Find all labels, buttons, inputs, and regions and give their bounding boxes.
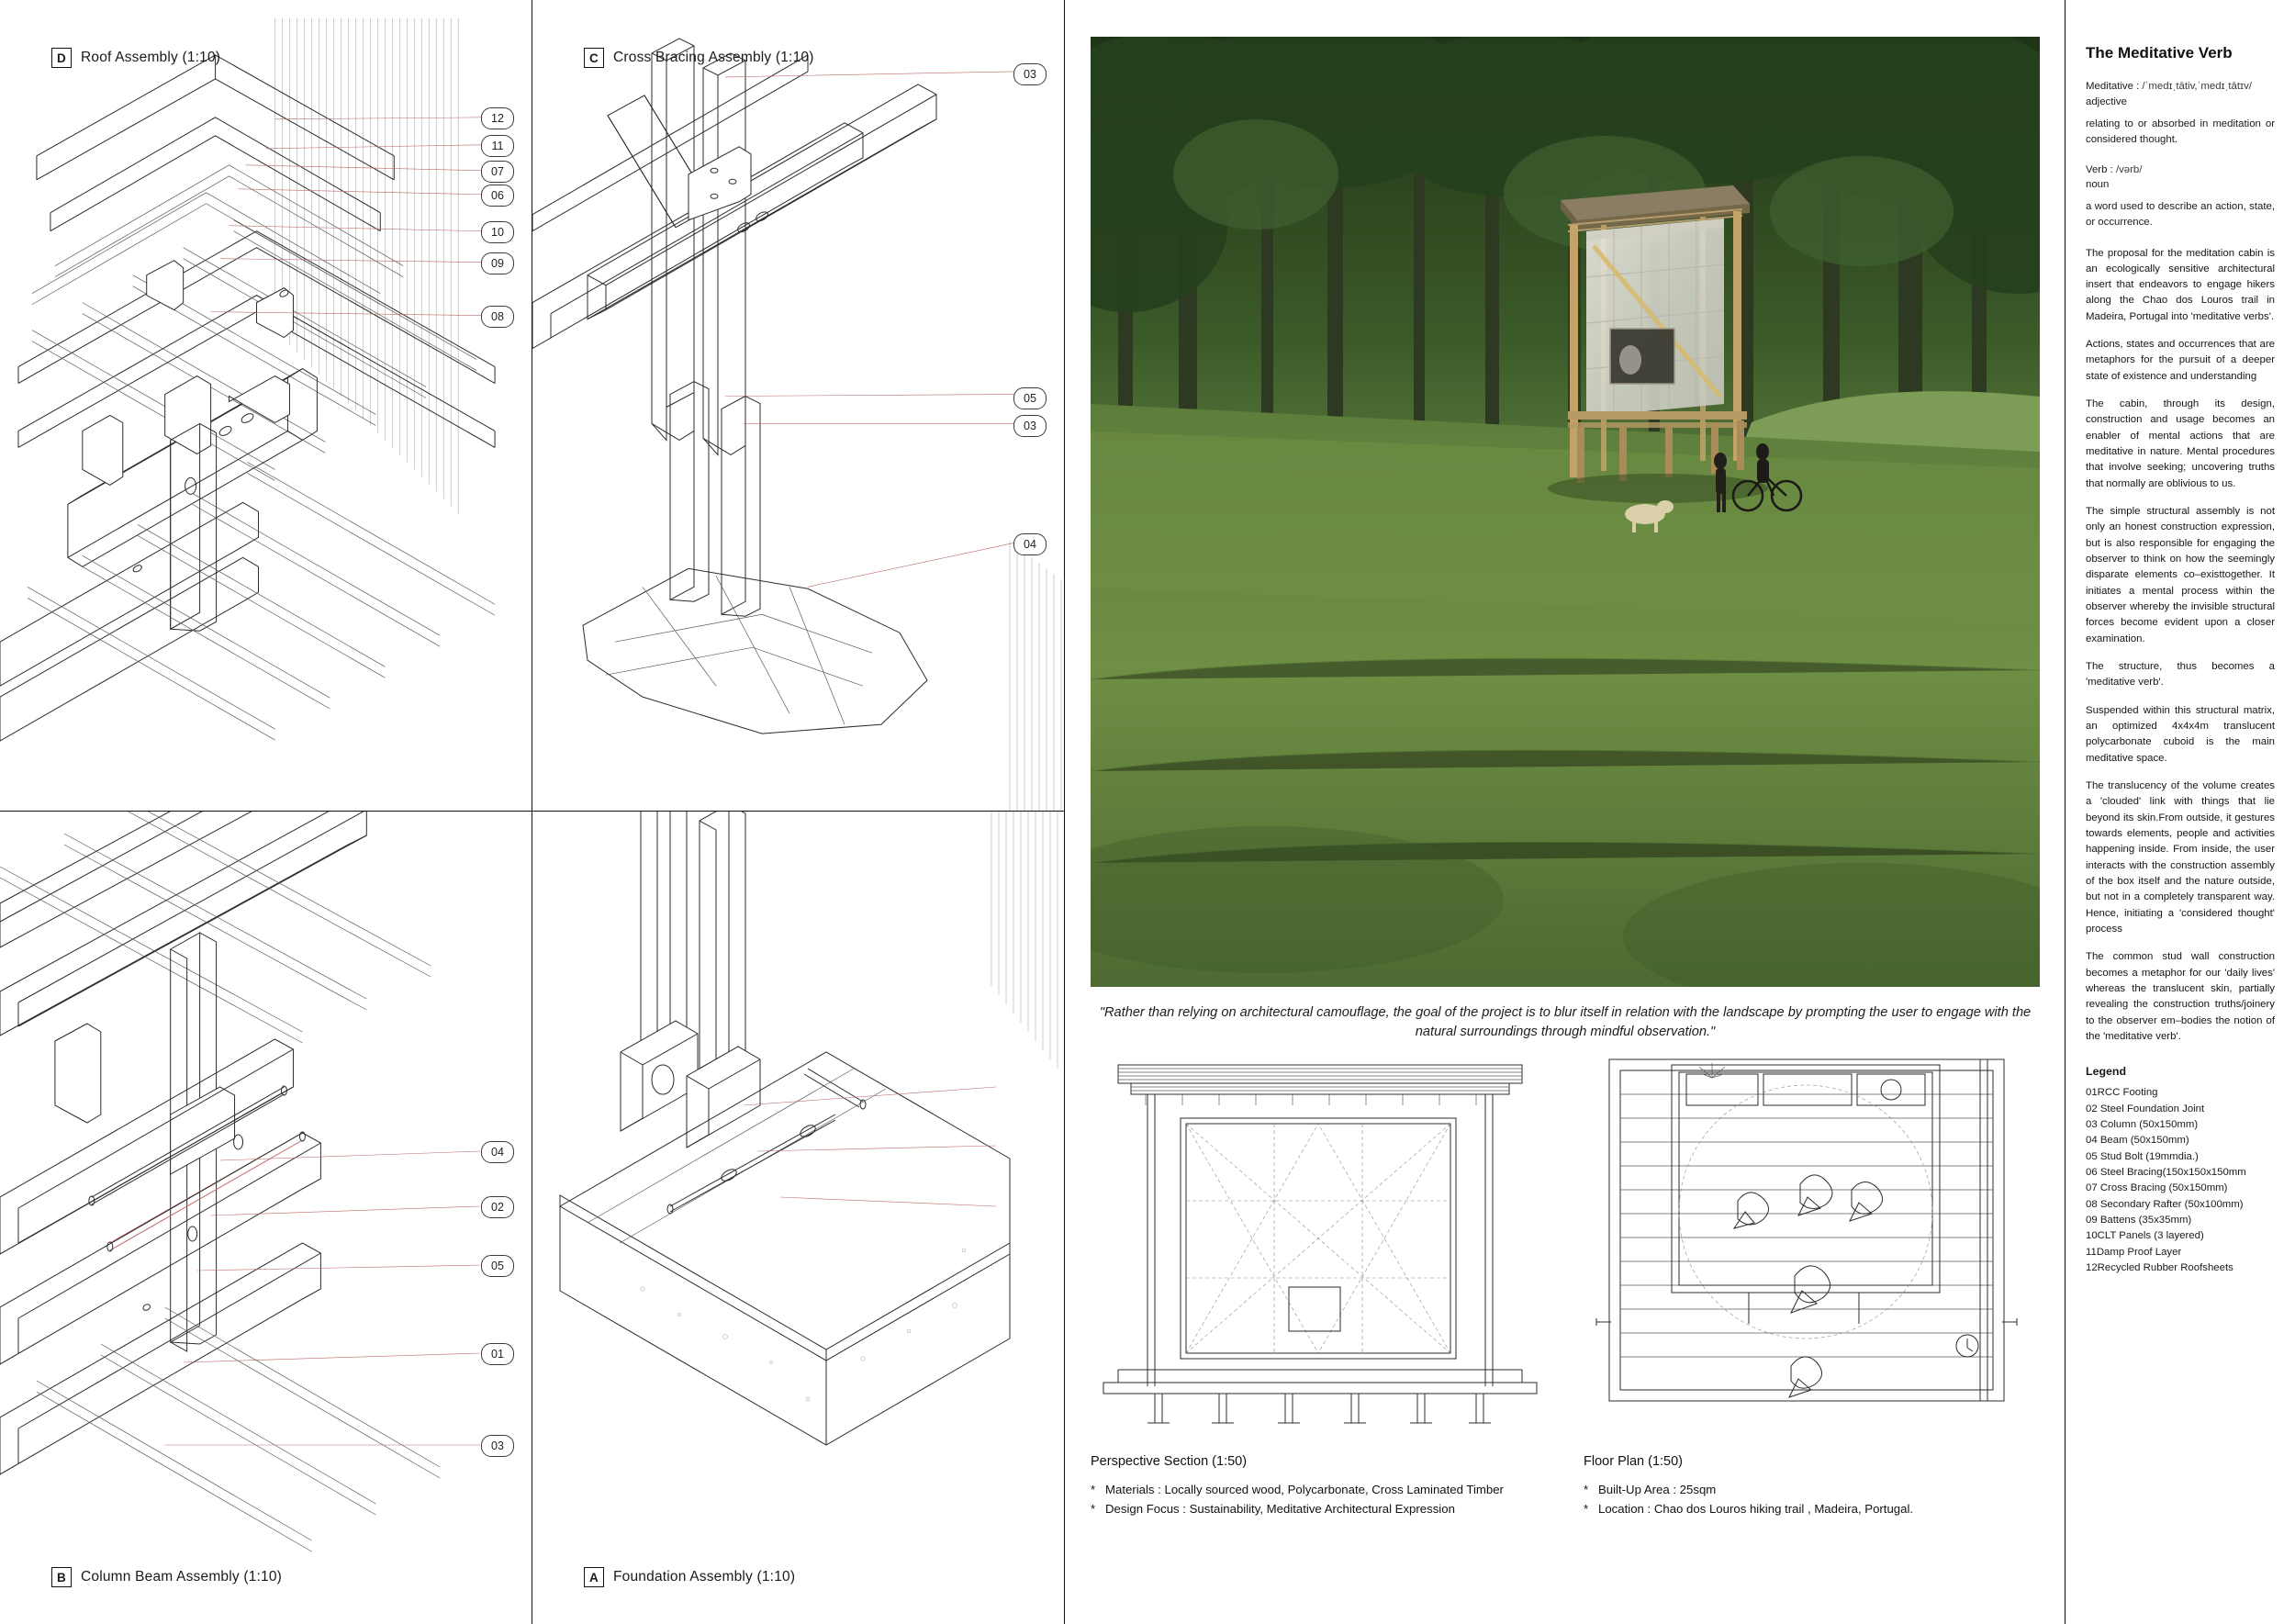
- column-beam-drawing: [0, 812, 532, 1624]
- legend-item: 03 Column (50x150mm): [2086, 1118, 2199, 1130]
- callout-07: 07: [481, 161, 514, 183]
- callout-06: 06: [481, 185, 514, 207]
- panel-label: Column Beam Assembly (1:10): [81, 1569, 283, 1585]
- render-illustration: [1091, 37, 2040, 987]
- callout-08: 08: [481, 306, 514, 328]
- roof-assembly-drawing: [0, 0, 532, 811]
- note-text: Materials : Locally sourced wood, Polycarbonate, Cross Laminated Timber: [1105, 1483, 1504, 1496]
- legend-item: 12Recycled Rubber Roofsheets: [2086, 1261, 2233, 1273]
- callout-05: 05: [1013, 387, 1047, 409]
- callout-05: 05: [481, 1255, 514, 1277]
- body-paragraph: The structure, thus becomes a 'meditative verb'.: [2086, 661, 2275, 689]
- note-bullet: *: [1584, 1502, 1589, 1517]
- perspective-section-title: Perspective Section (1:50): [1091, 1454, 1248, 1469]
- panel-column-beam-assembly: [0, 812, 532, 1624]
- legend-item: 08 Secondary Rafter (50x100mm): [2086, 1198, 2244, 1210]
- callout-11: 11: [481, 135, 514, 157]
- term-word: Meditative :: [2086, 81, 2143, 92]
- term-meditative-definition: relating to or absorbed in meditation or considered thought.: [2086, 118, 2275, 145]
- callout-03: 03: [1013, 63, 1047, 85]
- legend-item: 11Damp Proof Layer: [2086, 1246, 2182, 1258]
- body-paragraph: The cabin, through its design, construction and usage becomes an enabler of mental actions that are meditative in nature. Mental procedures that involve seeking; uncovering truths that normally are oblivious to us.: [2086, 398, 2275, 489]
- callout-04: 04: [1013, 533, 1047, 555]
- term-meditative: [2086, 79, 2275, 95]
- body-paragraph: The translucency of the volume creates a 'clouded' link with things that lie beyond its skin.From outside, it gestures towards elements, people and activities happening inside. From inside, the user interacts with the construction assembly of the box itself and the nature outside, but not in a completely transparent way. Hence, initiating a 'considered thought' process: [2086, 780, 2275, 935]
- panel-tag: C: [584, 48, 604, 68]
- legend-title: Legend: [2086, 1065, 2127, 1079]
- panel-roof-assembly: [0, 0, 532, 812]
- callout-03: 03: [481, 1435, 514, 1457]
- panel-cross-bracing-assembly: [532, 0, 1065, 812]
- panel-label: Cross Bracing Assembly (1:10): [613, 50, 814, 65]
- floor-plan-notes: [1584, 1480, 2040, 1518]
- panel-foundation-assembly: [532, 812, 1065, 1624]
- term-verb: [2086, 162, 2275, 178]
- term-meditative-pos: adjective: [2086, 95, 2127, 107]
- project-title: The Meditative Verb: [2086, 44, 2233, 62]
- term-ipa: /vərb/: [2115, 163, 2143, 175]
- body-paragraph: The proposal for the meditation cabin is an ecologically sensitive architectural insert that endeavors to engage hikers along the Chao dos Louros trail in Madeira, Portugal into 'meditative verbs'.: [2086, 247, 2275, 322]
- text-column: [2066, 0, 2295, 1624]
- panel-roof-title: [51, 48, 220, 68]
- panel-tag: D: [51, 48, 72, 68]
- plans-row: [1091, 1047, 2040, 1597]
- cross-bracing-drawing: [532, 0, 1065, 811]
- term-verb-definition: a word used to describe an action, state, or occurrence.: [2086, 201, 2275, 229]
- note-text: Location : Chao dos Louros hiking trail , Madeira, Portugal.: [1598, 1502, 1914, 1517]
- panel-label: Foundation Assembly (1:10): [613, 1569, 796, 1585]
- floor-plan-block: [1584, 1047, 2040, 1597]
- callout-12: 12: [481, 107, 514, 129]
- technical-drawings-block: [0, 0, 1065, 1624]
- body-paragraph: Actions, states and occurrences that are metaphors for the pursuit of a deeper state of existence and understanding: [2086, 339, 2275, 382]
- note-bullet: *: [1584, 1483, 1589, 1496]
- callout-10: 10: [481, 221, 514, 243]
- callout-03b: 03: [1013, 415, 1047, 437]
- perspective-section-block: [1091, 1047, 1547, 1597]
- body-paragraph: The common stud wall construction becomes a metaphor for our 'daily lives' whereas the translucent skin, partially revealing the construction truths/joinery to the observer em–bodies the notion of the 'meditative verb'.: [2086, 951, 2275, 1042]
- term-verb-pos: noun: [2086, 179, 2110, 191]
- callout-09: 09: [481, 252, 514, 274]
- panel-label: Roof Assembly (1:10): [81, 50, 221, 65]
- project-quote: "Rather than relying on architectural camouflage, the goal of the project is to blur itself in relation with the landscape by prompting the user to engage with the natural surroundings through mindful observation.": [1099, 1005, 2032, 1040]
- note-text: Design Focus : Sustainability, Meditative Architectural Expression: [1105, 1502, 1455, 1517]
- note-bullet: *: [1091, 1502, 1096, 1517]
- perspective-section-drawing: [1091, 1047, 1547, 1441]
- callout-02: 02: [481, 1196, 514, 1218]
- legend-item: 05 Stud Bolt (19mmdia.): [2086, 1150, 2199, 1162]
- panel-column-beam-title: [51, 1567, 282, 1587]
- perspective-section-notes: [1091, 1480, 1547, 1518]
- panel-cross-bracing-title: [584, 48, 814, 68]
- legend-item: 01RCC Footing: [2086, 1087, 2158, 1099]
- legend-item: 07 Cross Bracing (50x150mm): [2086, 1182, 2228, 1194]
- legend-item: 04 Beam (50x150mm): [2086, 1135, 2189, 1147]
- callout-04: 04: [481, 1141, 514, 1163]
- panel-tag: B: [51, 1567, 72, 1587]
- floor-plan-drawing: [1584, 1047, 2040, 1441]
- term-ipa: /ˈmedɪˌtātiv,ˈmedɪˌtātɪv/: [2142, 81, 2252, 92]
- callout-01: 01: [481, 1343, 514, 1365]
- legend-item: 09 Battens (35x35mm): [2086, 1214, 2192, 1226]
- legend-item: 10CLT Panels (3 layered): [2086, 1230, 2204, 1242]
- legend-item: 06 Steel Bracing(150x150x150mm: [2086, 1166, 2246, 1178]
- body-paragraph: Suspended within this structural matrix, an optimized 4x4x4m translucent polycarbonate cuboid is the main meditative space.: [2086, 704, 2275, 764]
- panel-tag: A: [584, 1567, 604, 1587]
- center-column: [1065, 0, 2066, 1624]
- note-text: Built-Up Area : 25sqm: [1598, 1483, 1717, 1496]
- foundation-assembly-drawing: [532, 812, 1065, 1624]
- note-bullet: *: [1091, 1483, 1096, 1496]
- term-word: Verb :: [2086, 163, 2116, 175]
- body-paragraph: The simple structural assembly is not only an honest construction expression, but is also responsible for engaging the observer to think on how the seemingly disparate elements co–existtogether. It initiates a mental process within the observer whereby the invisible structural forces become evident upon a closer examination.: [2086, 506, 2275, 644]
- legend-item: 02 Steel Foundation Joint: [2086, 1103, 2205, 1114]
- floor-plan-title: Floor Plan (1:50): [1584, 1454, 1683, 1469]
- panel-foundation-title: [584, 1567, 795, 1587]
- hero-render-image: [1091, 37, 2040, 987]
